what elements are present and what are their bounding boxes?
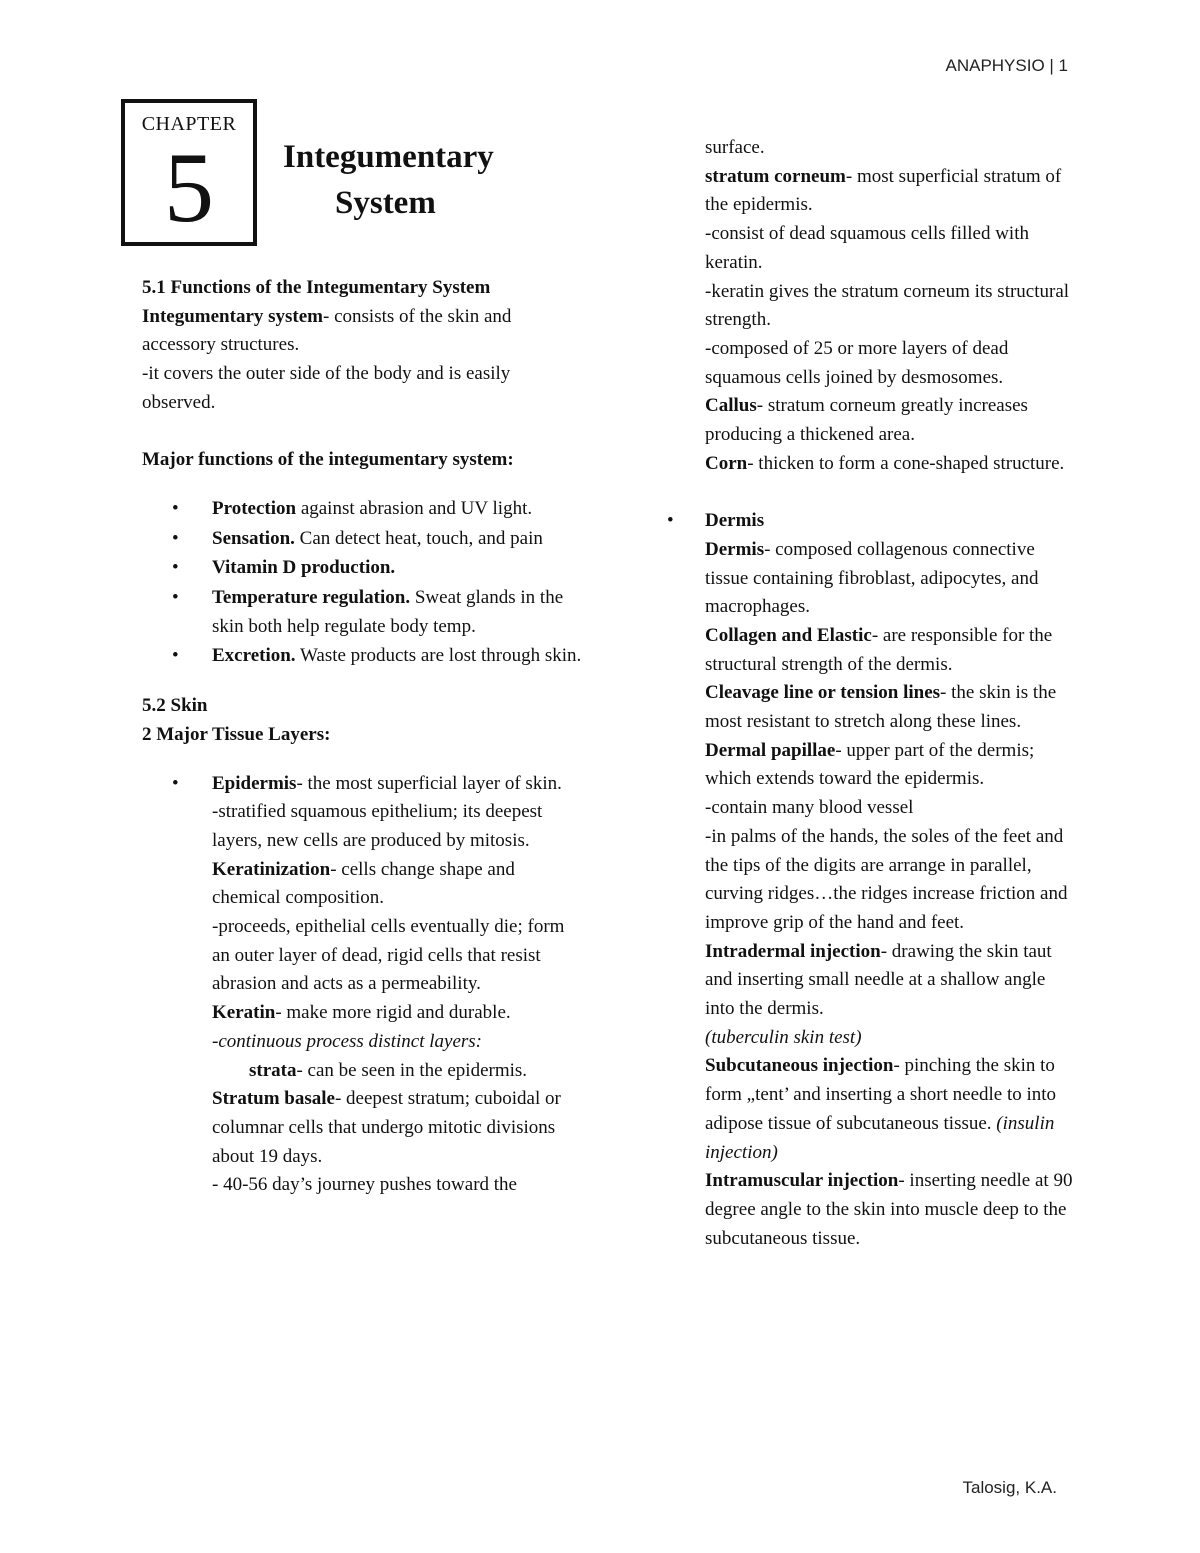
dermis-heading: • Dermis xyxy=(705,510,765,532)
layers-heading: 2 Major Tissue Layers: xyxy=(142,723,331,745)
functions-heading: Major functions of the integumentary system: xyxy=(142,449,514,471)
chapter-box xyxy=(121,99,257,246)
paragraph: surface. xyxy=(705,137,765,158)
italic-note: -continuous process distinct layers: xyxy=(212,1030,483,1052)
paragraph: -keratin gives the stratum corneum its structural strength. xyxy=(705,280,1070,331)
paragraph: -contain many blood vessel xyxy=(705,797,914,819)
functions-list xyxy=(142,495,582,671)
paragraph: - 40-56 day’s journey pushes toward the xyxy=(212,1174,517,1196)
chapter-number: 5 xyxy=(164,132,214,243)
definition: Can detect heat, touch, and pain xyxy=(294,527,543,549)
definition: - cells change shape and chemical composition. xyxy=(212,858,515,909)
term: Dermal papillae xyxy=(705,739,836,761)
paragraph: -consist of dead squamous cells filled with keratin. xyxy=(705,223,1029,273)
definition: - drawing the skin taut and inserting small needle at a shallow angle into the dermis. xyxy=(705,940,1052,1020)
term: Sensation. xyxy=(212,527,295,549)
list-item xyxy=(142,554,582,583)
right-column xyxy=(705,134,1075,1254)
term: Corn xyxy=(705,452,748,474)
definition: - inserting needle at 90 degree angle to the skin into muscle deep to the subcutaneous tissue. xyxy=(705,1170,1073,1249)
definition: - composed collagenous connective tissue containing fibroblast, adipocytes, and macrophages. xyxy=(705,538,1039,618)
definition: - are responsible for the structural strength of the dermis. xyxy=(705,624,1053,675)
section-heading: 5.1 Functions of the Integumentary System xyxy=(142,277,491,298)
term: Temperature regulation. xyxy=(212,587,411,609)
term: Intramuscular injection xyxy=(705,1170,899,1192)
term: Excretion. xyxy=(212,645,296,667)
italic-note: (insulin injection) xyxy=(705,1112,1055,1163)
chapter-title-line2: System xyxy=(335,185,436,221)
chapter-label: CHAPTER xyxy=(141,113,237,135)
definition: - consists of the skin and accessory structures. xyxy=(142,305,512,356)
definition: - deepest stratum; cuboidal or columnar cells that undergo mitotic divisions about 19 days. xyxy=(212,1088,561,1167)
italic-note: (tuberculin skin test) xyxy=(705,1026,862,1048)
dermis-list xyxy=(705,507,1075,1253)
section-heading: 5.2 Skin xyxy=(142,695,208,717)
definition: - most superficial stratum of the epidermis. xyxy=(705,165,1062,216)
term: Callus xyxy=(705,395,757,417)
term: Subcutaneous injection xyxy=(705,1055,894,1077)
term: Keratinization xyxy=(212,858,331,880)
paragraph: -in palms of the hands, the soles of the feet and the tips of the digits are arrange in parallel, curving ridges…the ridges increase friction and improve grip of the hand and feet. xyxy=(705,825,1068,933)
term: Protection xyxy=(212,497,297,519)
term: Vitamin D production. xyxy=(212,557,396,579)
chapter-title-line1: Integumentary xyxy=(283,139,494,175)
definition: - pinching the skin to form „tent’ and inserting a short needle to into adipose tissue of subcutaneous tissue. xyxy=(705,1055,1057,1134)
paragraph: -composed of 25 or more layers of dead squamous cells joined by desmosomes. xyxy=(705,337,1009,388)
list-item xyxy=(142,770,582,1201)
list-item xyxy=(142,642,582,671)
paragraph xyxy=(142,303,582,360)
definition: - thicken to form a cone-shaped structure. xyxy=(747,452,1065,474)
paragraph: -stratified squamous epithelium; its deepest layers, new cells are produced by mitosis. xyxy=(212,801,543,851)
list-item xyxy=(142,495,582,524)
term: Intradermal injection xyxy=(705,940,881,962)
page-footer: Talosig, K.A. xyxy=(962,1478,1057,1497)
term: Dermis xyxy=(705,538,765,560)
list-item xyxy=(142,584,582,641)
term: stratum corneum xyxy=(705,165,846,187)
term: strata xyxy=(249,1059,297,1081)
list-item xyxy=(142,525,582,554)
term: Collagen and Elastic xyxy=(705,624,872,646)
layers-list xyxy=(142,770,582,1201)
definition: Waste products are lost through skin. xyxy=(295,645,582,667)
definition: - the skin is the most resistant to stretch along these lines. xyxy=(705,682,1057,733)
definition: - upper part of the dermis; which extends toward the epidermis. xyxy=(705,739,1035,790)
chapter-title xyxy=(283,134,494,226)
term: Integumentary system xyxy=(142,305,324,327)
definition: - the most superficial layer of skin. xyxy=(296,772,562,794)
term: Cleavage line or tension lines xyxy=(705,682,941,704)
definition: - can be seen in the epidermis. xyxy=(296,1059,528,1081)
term: Stratum basale xyxy=(212,1088,335,1110)
page-header: ANAPHYSIO | 1 xyxy=(945,56,1068,75)
term: Keratin xyxy=(212,1002,276,1024)
term: Epidermis xyxy=(212,772,297,794)
definition: - stratum corneum greatly increases producing a thickened area. xyxy=(705,395,1028,446)
definition: against abrasion and UV light. xyxy=(296,497,533,519)
definition: Sweat glands in the skin both help regulate body temp. xyxy=(212,587,564,637)
list-item xyxy=(705,507,1075,1253)
paragraph: -proceeds, epithelial cells eventually die; form an outer layer of dead, rigid cells that resist abrasion and acts as a permeability. xyxy=(212,916,565,995)
paragraph: -it covers the outer side of the body and is easily observed. xyxy=(142,363,511,413)
left-column xyxy=(142,274,582,1201)
definition: - make more rigid and durable. xyxy=(275,1002,511,1024)
